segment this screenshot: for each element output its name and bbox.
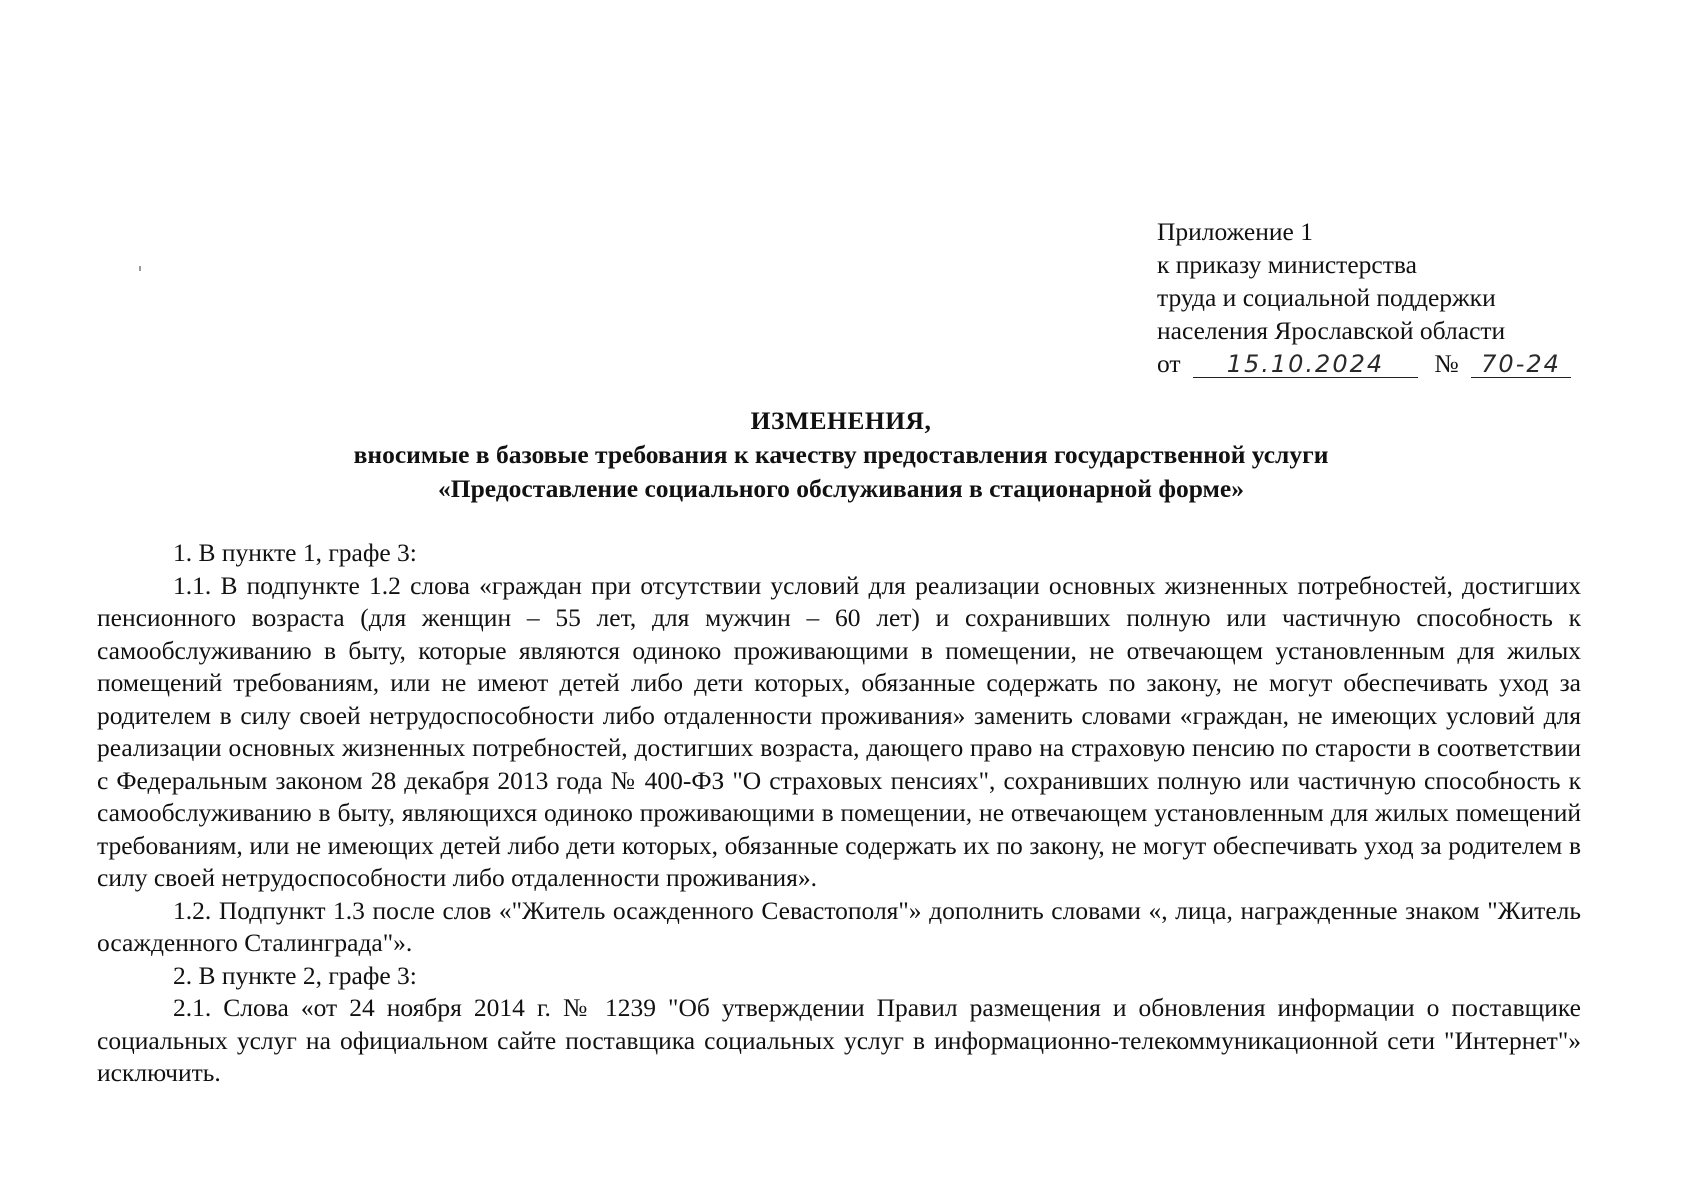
paragraph-2-1: 2.1. Слова «от 24 ноября 2014 г. № 1239 "Об утверждении Правил размещения и обновления информации о поставщике социальных услуг на официальном сайте поставщика социальных услуг в информационно-телекоммуникационной сети "Интернет"» исключить. bbox=[97, 993, 1581, 1087]
paragraph-1-1: 1.1. В подпункте 1.2 слова «граждан при отсутствии условий для реализации основных жизненных потребностей, достигших пенсионного возраста (для женщин – 55 лет, для мужчин – 60 лет) и сохранивших полную или частичную способность к самообслуживанию в быту, которые являются одиноко проживающими в помещении, не отвечающем установленным для жилых помещений требованиям, или не имеют детей либо дети которых, обязанные содержать по закону, не могут обеспечивать уход за родителем в силу своей нетрудоспособности либо отдаленности проживания» заменить словами «граждан, не имеющих условий для реализации основных жизненных потребностей, достигших возраста, дающего право на страховую пенсию по старости в соответствии с Федеральным законом 28 декабря 2013 года № 400-ФЗ "О страховых пенсиях", сохранивших полную или частичную способность к самообслуживанию в быту, являющихся одиноко проживающими в помещении, не отвечающем установленным для жилых помещений требованиям, или не имеющих детей либо дети которых, обязанные содержать их по закону, не могут обеспечивать уход за родителем в силу своей нетрудоспособности либо отдаленности проживания». bbox=[97, 570, 1581, 892]
appendix-line-2: к приказу министерства bbox=[1157, 250, 1417, 279]
document-subheading-2: «Предоставление социального обслуживания в стационарной форме» bbox=[438, 474, 1244, 503]
date-prefix: от bbox=[1157, 349, 1181, 378]
appendix-date-number-line bbox=[1157, 347, 1571, 380]
document-heading: ИЗМЕНЕНИЯ, bbox=[750, 406, 932, 435]
paragraph-2: 2. В пункте 2, графе 3: bbox=[173, 960, 417, 990]
document-title-block bbox=[0, 404, 1682, 506]
appendix-line-1: Приложение 1 bbox=[1157, 217, 1313, 246]
appendix-line-4: населения Ярославской области bbox=[1157, 316, 1506, 345]
paragraph-1: 1. В пункте 1, графе 3: bbox=[173, 538, 417, 567]
appendix-block bbox=[1157, 215, 1571, 380]
handwritten-number: 70-24 bbox=[1471, 351, 1571, 378]
appendix-line-3: труда и социальной поддержки bbox=[1157, 283, 1496, 312]
paragraph-1-2: 1.2. Подпункт 1.3 после слов «"Житель осажденного Севастополя"» дополнить словами «, лица, награжденные знаком "Житель осажденного Сталинграда"». bbox=[97, 895, 1581, 957]
document-body bbox=[97, 537, 1581, 1090]
handwritten-date: 15.10.2024 bbox=[1193, 351, 1418, 378]
number-sign: № bbox=[1434, 349, 1459, 378]
document-subheading-1: вносимые в базовые требования к качеству предоставления государственной услуги bbox=[353, 440, 1329, 469]
scan-speck bbox=[139, 266, 141, 271]
